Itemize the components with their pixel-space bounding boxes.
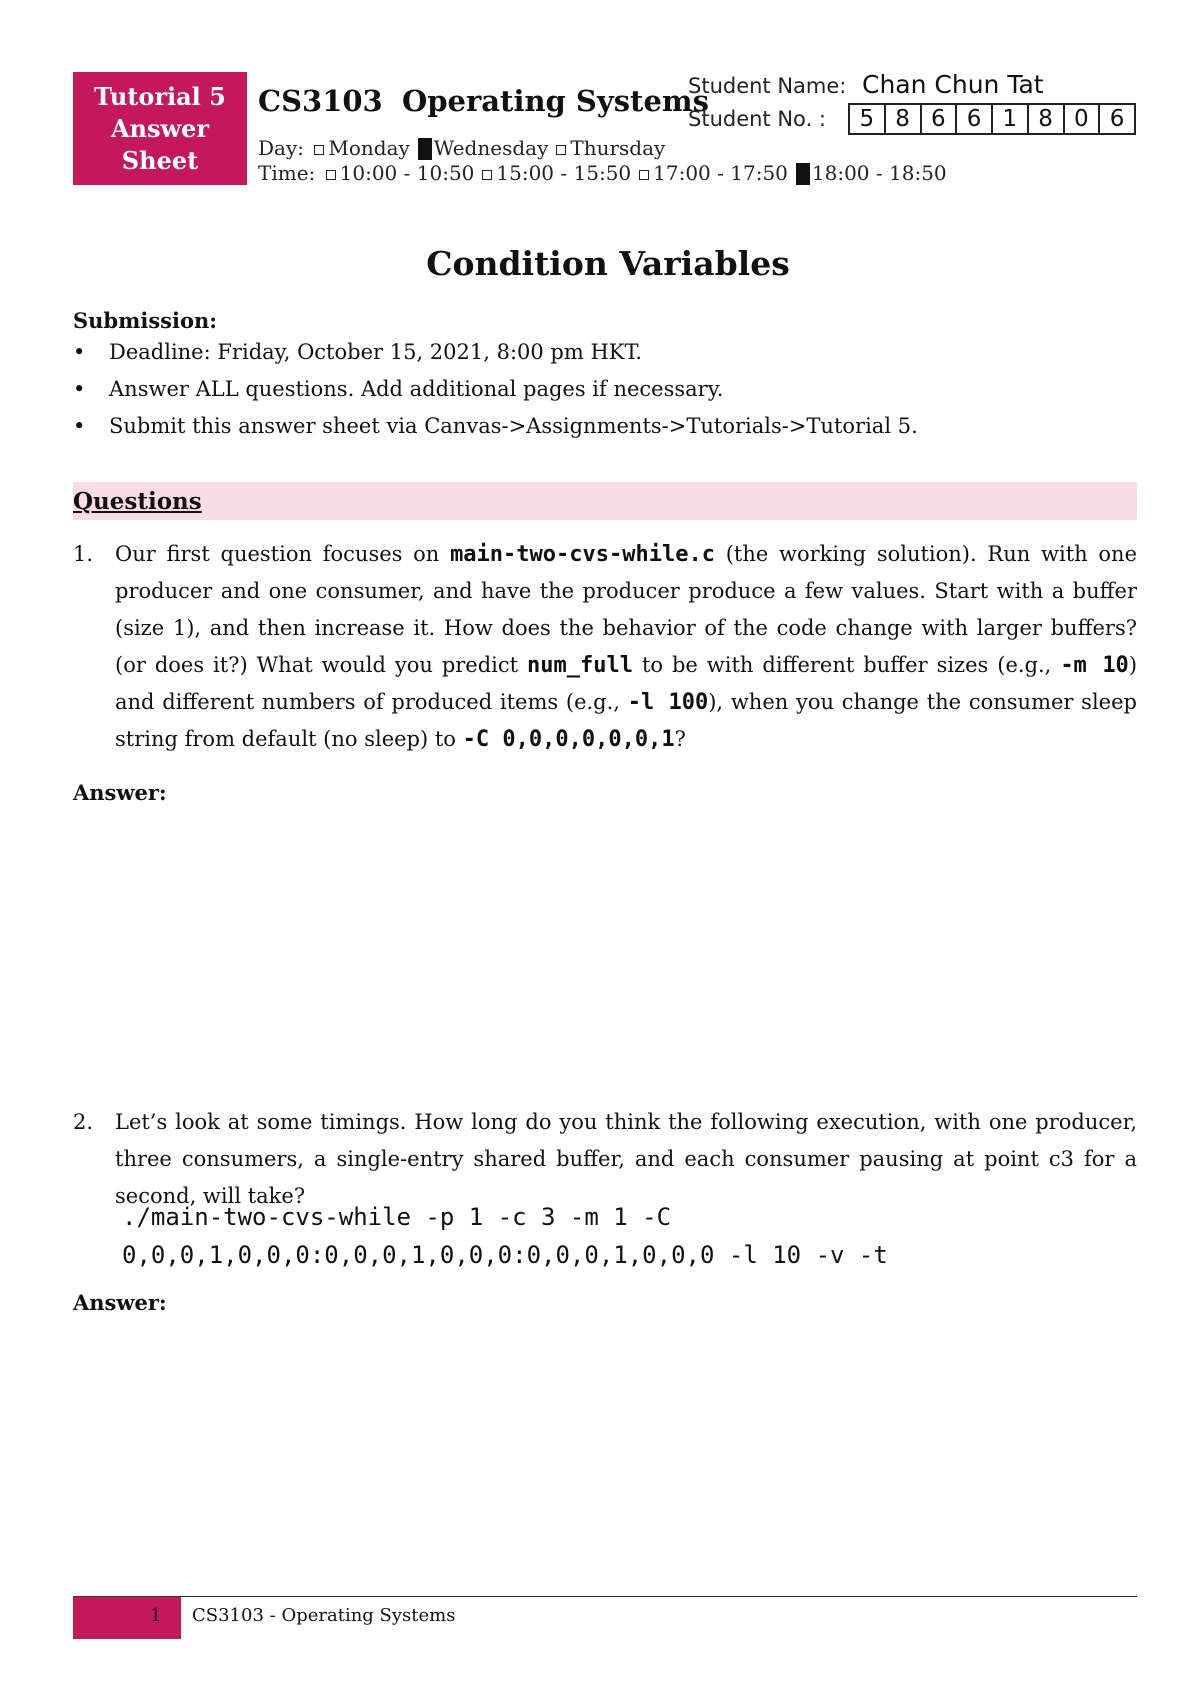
time-option-label: 17:00 - 17:50 bbox=[653, 161, 788, 185]
time-option-label: 15:00 - 15:50 bbox=[496, 161, 632, 185]
text-run: Our first question focuses on bbox=[115, 542, 451, 566]
question-text: Let’s look at some timings. How long do you think the following execution, with one producer, three consumers, a single-entry shared buffer, and each consumer pausing at point c3 for a second, will take? bbox=[115, 1110, 1137, 1208]
text-run: ), when you change the consumer sleep string from default (no sleep) to bbox=[115, 690, 1137, 751]
student-no-digit: 6 bbox=[922, 105, 958, 133]
command-block bbox=[122, 1198, 888, 1274]
time-label: Time: bbox=[258, 161, 316, 185]
code-run: -C 0,0,0,0,0,0,1 bbox=[462, 727, 675, 752]
student-no-label: Student No. : bbox=[688, 107, 826, 131]
submission-heading: Submission: bbox=[73, 308, 217, 333]
questions-heading: Questions bbox=[73, 488, 202, 515]
student-no-boxes[interactable] bbox=[848, 103, 1136, 135]
question-1 bbox=[73, 536, 1137, 758]
badge-line: Answer bbox=[110, 113, 210, 143]
badge-line: Sheet bbox=[121, 145, 199, 175]
student-no-digit: 5 bbox=[850, 105, 886, 133]
command-line: 0,0,0,1,0,0,0:0,0,0,1,0,0,0:0,0,0,1,0,0,0 -l 10 -v -t bbox=[122, 1241, 888, 1269]
student-no-digit: 8 bbox=[886, 105, 922, 133]
answer-label-2: Answer: bbox=[73, 1290, 167, 1315]
text-run: ) and different numbers of produced items (e.g., bbox=[115, 653, 1138, 714]
list-item bbox=[73, 340, 1133, 377]
code-run: -l 100 bbox=[627, 690, 709, 715]
badge-line: Tutorial 5 bbox=[94, 81, 226, 111]
student-no-digit: 1 bbox=[993, 105, 1029, 133]
day-option-label: Wednesday bbox=[433, 136, 549, 160]
submission-list bbox=[73, 340, 1133, 451]
checkbox-time-1700[interactable] bbox=[639, 170, 649, 180]
tutorial-badge bbox=[73, 72, 247, 185]
checkbox-monday[interactable] bbox=[314, 145, 324, 155]
course-code: CS3103 bbox=[258, 84, 383, 118]
time-selector bbox=[258, 161, 951, 185]
day-selector bbox=[258, 136, 669, 160]
code-run: main-two-cvs-while.c bbox=[450, 542, 715, 567]
student-name-value[interactable]: Chan Chun Tat bbox=[862, 70, 1044, 99]
checkbox-time-1000[interactable] bbox=[326, 170, 336, 180]
student-no-digit: 8 bbox=[1029, 105, 1065, 133]
list-item-text: Answer ALL questions. Add additional pages if necessary. bbox=[109, 377, 724, 401]
day-label: Day: bbox=[258, 136, 304, 160]
list-item bbox=[73, 377, 1133, 414]
bullet-icon: • bbox=[73, 414, 86, 438]
student-name-label: Student Name: bbox=[688, 74, 847, 98]
time-option-label: 18:00 - 18:50 bbox=[811, 161, 947, 185]
text-run: to be with different buffer sizes (e.g., bbox=[633, 653, 1061, 677]
time-option-label: 10:00 - 10:50 bbox=[339, 161, 475, 185]
code-run: -m 10 bbox=[1060, 653, 1129, 678]
page-title: Condition Variables bbox=[426, 244, 790, 283]
footer-divider bbox=[73, 1596, 1137, 1597]
footer-page-number: 1 bbox=[150, 1605, 162, 1626]
code-run: num_full bbox=[527, 653, 634, 678]
day-option-label: Monday bbox=[328, 136, 410, 160]
footer-accent-box bbox=[73, 1597, 181, 1639]
checkbox-time-1800[interactable] bbox=[796, 163, 810, 185]
answer-label-1: Answer: bbox=[73, 780, 167, 805]
command-line: ./main-two-cvs-while -p 1 -c 3 -m 1 -C bbox=[122, 1203, 672, 1231]
text-run: (the working solution). Run with one producer and one consumer, and have the producer produce a few values. Start with a buffer (size 1), and then increase it. How does the behavior of the code change with larger buffers? (or does it?) What would you predict bbox=[115, 542, 1137, 677]
checkbox-thursday[interactable] bbox=[556, 145, 566, 155]
question-number: 1. bbox=[73, 542, 94, 566]
student-no-digit: 6 bbox=[957, 105, 993, 133]
list-item-text: Submit this answer sheet via Canvas->Assignments->Tutorials->Tutorial 5. bbox=[109, 414, 918, 438]
day-option-label: Thursday bbox=[570, 136, 666, 160]
footer-text: CS3103 - Operating Systems bbox=[192, 1605, 456, 1626]
checkbox-wednesday[interactable] bbox=[418, 138, 432, 160]
question-number: 2. bbox=[73, 1110, 94, 1134]
student-no-digit: 6 bbox=[1109, 106, 1125, 132]
checkbox-time-1500[interactable] bbox=[482, 170, 492, 180]
text-run: ? bbox=[674, 727, 686, 751]
course-name: Operating Systems bbox=[402, 84, 709, 118]
bullet-icon: • bbox=[73, 377, 86, 401]
questions-heading-bar bbox=[73, 482, 1137, 520]
list-item bbox=[73, 414, 1133, 451]
bullet-icon: • bbox=[73, 340, 86, 364]
student-no-digit: 0 bbox=[1065, 105, 1101, 133]
question-text bbox=[115, 536, 1137, 758]
list-item-text: Deadline: Friday, October 15, 2021, 8:00 pm HKT. bbox=[109, 340, 643, 364]
